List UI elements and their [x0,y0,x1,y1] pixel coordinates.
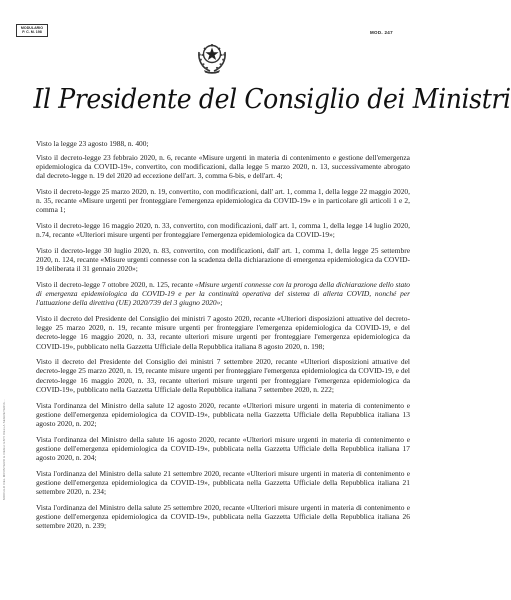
paragraph-italic-quote: «Misure urgenti connesse con la proroga della dichiarazione dello stato di emergenza epidemiologica da COVID-19 e per la continuità operativa del sistema di allerta COVID, nonché per l'attuazione della direttiva (UE) 2020/739 del 3 giugno 2020» [36,279,410,308]
margin-note-text: MODULO DEL MINISTERO E DEGLI ENTI DELLA SEGRETERIA... [2,398,6,500]
paragraph-lead: Visto il decreto-legge 7 ottobre 2020, n. 125, recante [36,279,195,289]
paragraph: Visto il decreto del Presidente del Consiglio dei ministri 7 settembre 2020, recante «Ulteriori disposizioni attuative del decreto-legge 25 marzo 2020, n. 19, recante misure urgenti per fronteggiare l'emergenza epidemiologica da COVID-19, e del decreto-legge 16 maggio 2020, n. 33, recante ulteriori misure urgenti per fronteggiare l'emergenza epidemiologica da COVID-19», pubblicato nella Gazzetta Ufficiale della Repubblica italiana 7 settembre 2020, n. 222; [36,357,410,395]
paragraph: Visto il decreto-legge 16 maggio 2020, n. 33, convertito, con modificazioni, dall' art. 1, comma 1, della legge 14 luglio 2020, n.74, recante «Ulteriori misure urgenti per fronteggiare l'emergenza epidemiologica da COVID-19»; [36,220,410,240]
margin-note [2,370,8,500]
form-stamp [16,24,48,37]
paragraph [36,280,410,308]
stamp-line: MODULARIO [20,26,44,30]
paragraph: Visto il decreto-legge 23 febbraio 2020, n. 6, recante «Misure urgenti in materia di contenimento e gestione dell'emergenza epidemiologica da COVID-19», convertito, con modificazioni, dalla legge 5 marzo 2020, n. 13, successivamente abrogato dal decreto-legge n. 19 del 2020 ad eccezione dell'art. 3, comma 6-bis, e dell'art. 4; [36,152,410,181]
italian-republic-emblem-icon [195,36,229,74]
paragraph: Visto la legge 23 agosto 1988, n. 400; [36,139,149,148]
paragraph: Vista l'ordinanza del Ministro della salute 21 settembre 2020, recante «Ulteriori misure urgenti in materia di contenimento e gestione dell'emergenza epidemiologica da COVID-19», pubblicata nella Gazzetta Ufficiale della Repubblica italiana 21 settembre 2020, n. 234; [36,468,410,497]
stamp-line: P. C. M. 198 [22,30,42,35]
paragraph: Vista l'ordinanza del Ministro della salute 16 agosto 2020, recante «Ulteriori misure urgenti in materia di contenimento e gestione dell'emergenza epidemiologica da COVID-19», pubblicata nella Gazzetta Ufficiale della Repubblica italiana 17 agosto 2020, n. 204; [36,434,410,463]
page-title: Il Presidente del Consiglio dei Ministri [33,84,511,115]
paragraph: Visto il decreto del Presidente del Consiglio dei ministri 7 agosto 2020, recante «Ulteriori disposizioni attuative del decreto-legge 25 marzo 2020, n. 19, recante misure urgenti per fronteggiare l'emergenza epidemiologica da COVID-19, e del decreto-legge 16 maggio 2020, n. 33, recante ulteriori misure urgenti per fronteggiare l'emergenza epidemiologica da COVID-19», pubblicato nella Gazzetta Ufficiale della Repubblica italiana 8 agosto 2020, n. 198; [36,313,410,351]
paragraph: Vista l'ordinanza del Ministro della salute 25 settembre 2020, recante «Ulteriori misure urgenti in materia di contenimento e gestione dell'emergenza epidemiologica da COVID-19», pubblicata nella Gazzetta Ufficiale della Repubblica italiana 26 settembre 2020, n. 239; [36,502,410,531]
paragraph: Visto il decreto-legge 25 marzo 2020, n. 19, convertito, con modificazioni, dall' art. 1, comma 1, della legge 22 maggio 2020, n. 35, recante «Misure urgenti per fronteggiare l'emergenza epidemiologica da COVID-19» e in particolare gli articoli 1 e 2, comma 1; [36,186,410,215]
paragraph-tail: ; [220,298,223,308]
document-body [36,139,410,537]
paragraph: Visto il decreto-legge 30 luglio 2020, n. 83, convertito, con modificazioni, dall' art. 1, comma 1, della legge 25 settembre 2020, n. 124, recante «Misure urgenti connesse con la scadenza della dichiarazione di emergenza epidemiologica da COVID-19 deliberata il 31 gennaio 2020»; [36,245,410,274]
form-number: MOD. 247 [370,30,393,35]
paragraph: Vista l'ordinanza del Ministro della salute 12 agosto 2020, recante «Ulteriori misure urgenti in materia di contenimento e gestione dell'emergenza epidemiologica da COVID-19», pubblicata nella Gazzetta Ufficiale della Repubblica italiana 13 agosto 2020, n. 202; [36,400,410,429]
